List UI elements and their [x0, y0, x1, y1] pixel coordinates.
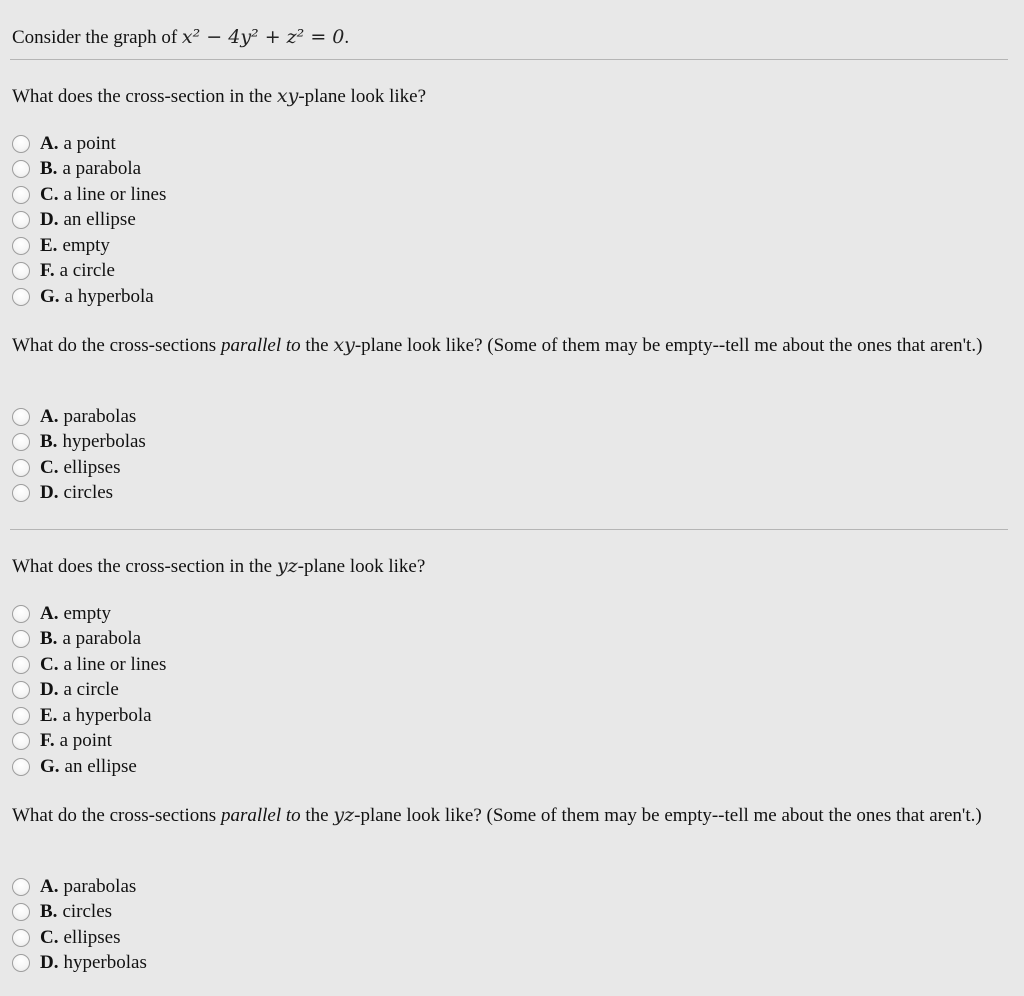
options-q3: [12, 601, 166, 780]
option-q4-c[interactable]: C. ellipses: [12, 925, 147, 951]
option-q1-d[interactable]: D. an ellipse: [12, 208, 166, 234]
problem-statement: [12, 24, 349, 51]
radio-button[interactable]: [12, 681, 30, 699]
radio-button[interactable]: [12, 135, 30, 153]
radio-button[interactable]: [12, 186, 30, 204]
radio-button[interactable]: [12, 408, 30, 426]
plane-label: yz: [333, 804, 355, 826]
question-1: What does the cross-section in the xy-plane look like?: [12, 85, 427, 107]
radio-button[interactable]: [12, 237, 30, 255]
plane-label: xy: [276, 85, 299, 107]
option-q1-e[interactable]: E. empty: [12, 233, 166, 259]
radio-button[interactable]: [12, 878, 30, 896]
radio-button[interactable]: [12, 484, 30, 502]
option-q4-d[interactable]: D. hyperbolas: [12, 951, 147, 977]
question-4: What do the cross-sections parallel to the yz-plane look like? (Some of them may be empty--tell me about the ones that aren't.): [12, 804, 982, 826]
radio-button[interactable]: [12, 160, 30, 178]
option-q3-e[interactable]: E. a hyperbola: [12, 703, 166, 729]
radio-button[interactable]: [12, 954, 30, 972]
intro-suffix: .: [344, 27, 350, 48]
question-2: What do the cross-sections parallel to the xy-plane look like? (Some of them may be empty--tell me about the ones that aren't.): [12, 334, 983, 356]
option-q1-a[interactable]: A. a point: [12, 131, 166, 157]
radio-button[interactable]: [12, 262, 30, 280]
options-q1: [12, 131, 166, 310]
divider-top: [10, 59, 1008, 60]
intro-prefix: Consider the graph of: [12, 27, 182, 48]
plane-label: xy: [333, 334, 355, 356]
equation: x² − 4y² + z² = 0: [181, 26, 345, 48]
radio-button[interactable]: [12, 459, 30, 477]
option-q1-g[interactable]: G. a hyperbola: [12, 284, 166, 310]
radio-button[interactable]: [12, 433, 30, 451]
options-q4: [12, 874, 147, 976]
option-q2-d[interactable]: D. circles: [12, 481, 146, 507]
radio-button[interactable]: [12, 605, 30, 623]
radio-button[interactable]: [12, 211, 30, 229]
radio-button[interactable]: [12, 630, 30, 648]
option-q4-a[interactable]: A. parabolas: [12, 874, 147, 900]
radio-button[interactable]: [12, 903, 30, 921]
option-q3-a[interactable]: A. empty: [12, 601, 166, 627]
option-q1-c[interactable]: C. a line or lines: [12, 182, 166, 208]
radio-button[interactable]: [12, 732, 30, 750]
option-q1-f[interactable]: F. a circle: [12, 259, 166, 285]
radio-button[interactable]: [12, 707, 30, 725]
option-q3-b[interactable]: B. a parabola: [12, 627, 166, 653]
option-q3-f[interactable]: F. a point: [12, 729, 166, 755]
option-q3-g[interactable]: G. an ellipse: [12, 754, 166, 780]
divider-middle: [10, 529, 1008, 530]
plane-label: yz: [276, 555, 298, 577]
option-q2-c[interactable]: C. ellipses: [12, 455, 146, 481]
radio-button[interactable]: [12, 656, 30, 674]
radio-button[interactable]: [12, 758, 30, 776]
option-q2-a[interactable]: A. parabolas: [12, 404, 146, 430]
option-q3-c[interactable]: C. a line or lines: [12, 652, 166, 678]
radio-button[interactable]: [12, 929, 30, 947]
option-q3-d[interactable]: D. a circle: [12, 678, 166, 704]
options-q2: [12, 404, 146, 506]
option-q2-b[interactable]: B. hyperbolas: [12, 430, 146, 456]
option-q1-b[interactable]: B. a parabola: [12, 157, 166, 183]
option-q4-b[interactable]: B. circles: [12, 900, 147, 926]
radio-button[interactable]: [12, 288, 30, 306]
question-3: What does the cross-section in the yz-plane look like?: [12, 555, 426, 577]
